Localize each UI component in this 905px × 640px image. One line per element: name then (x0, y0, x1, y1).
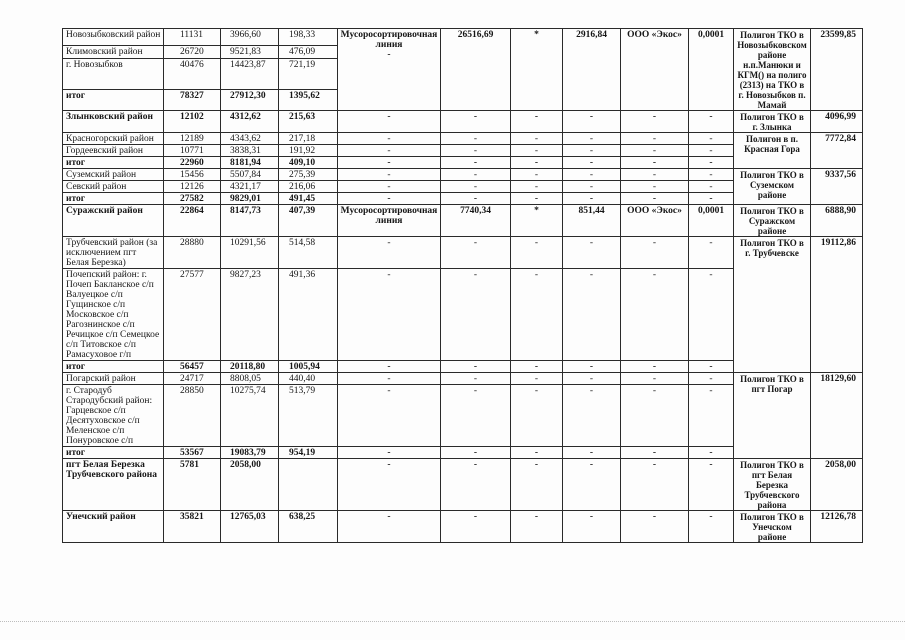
text-line: Полигон ТКО в (740, 30, 804, 40)
value-cell: 638,25 (279, 511, 338, 543)
text-line: Климовский район (66, 47, 143, 58)
value-cell: 1395,62 (279, 90, 338, 111)
landfill-cell (734, 169, 811, 205)
landfill-cell (734, 205, 811, 237)
processing-cell (511, 205, 563, 237)
processing-cell: - (621, 361, 689, 373)
value-cell: 12126 (164, 181, 221, 193)
district-name-cell (63, 385, 164, 447)
value-cell: 3966,60 (221, 29, 279, 46)
processing-cell: - (511, 169, 563, 181)
processing-cell: - (441, 511, 511, 543)
processing-cell: - (338, 459, 441, 511)
processing-cell: - (338, 193, 441, 205)
district-name-cell (63, 373, 164, 385)
district-name-cell (63, 169, 164, 181)
landfill-value-cell: 9337,56 (811, 169, 863, 205)
processing-cell: - (563, 169, 621, 181)
landfill-cell (734, 459, 811, 511)
processing-cell: - (689, 181, 734, 193)
text-line: Гарцевское с/п (66, 406, 126, 416)
landfill-cell (734, 237, 811, 373)
value-cell: 407,39 (279, 205, 338, 237)
landfill-value-cell: 23599,85 (811, 29, 863, 111)
text-line: районе (757, 190, 787, 200)
table-row (63, 237, 863, 269)
landfill-cell (734, 29, 811, 111)
value-cell: 20118,80 (221, 361, 279, 373)
text-line: Понуровское с/п (66, 436, 134, 446)
district-name-cell (63, 459, 164, 511)
processing-cell: - (441, 169, 511, 181)
text-line: Суземском (749, 180, 795, 190)
processing-cell: - (338, 181, 441, 193)
district-name-cell (63, 181, 164, 193)
processing-cell: - (621, 133, 689, 145)
value-cell: 53567 (164, 447, 221, 459)
value-cell: 8808,05 (221, 373, 279, 385)
value-cell: 78327 (164, 90, 221, 111)
processing-cell: - (689, 385, 734, 447)
text-line: г. Трубчевске (745, 248, 799, 258)
value-cell: 24717 (164, 373, 221, 385)
value-cell: 514,58 (279, 237, 338, 269)
processing-cell: - (511, 145, 563, 157)
processing-cell: - (621, 145, 689, 157)
text-line: Погарский район (66, 374, 136, 384)
processing-cell: - (689, 373, 734, 385)
text-line: района (757, 500, 787, 510)
value-cell: 3838,31 (221, 145, 279, 157)
processing-cell: - (441, 361, 511, 373)
text-line: Новозыбковском (737, 40, 807, 50)
text-line: пгт Белая Березка (66, 460, 145, 470)
processing-cell: - (511, 459, 563, 511)
text-line: Десятуховское с/п (66, 416, 140, 426)
value-cell: 11131 (164, 29, 221, 46)
processing-cell: - (621, 269, 689, 361)
text-line: 0,0001 (697, 30, 725, 40)
landfill-value-cell: 12126,78 (811, 511, 863, 543)
text-line: ООО «Экос» (627, 30, 682, 40)
value-cell: 19083,79 (221, 447, 279, 459)
text-line: Почеп Бакланское с/п (66, 280, 154, 290)
processing-cell: - (563, 385, 621, 447)
processing-cell (338, 205, 441, 237)
processing-cell: - (441, 111, 511, 133)
text-line: Полигон ТКО в (740, 460, 804, 470)
text-line: Суземский район (66, 170, 137, 180)
value-cell: 4321,17 (221, 181, 279, 193)
text-line: Полигон ТКО в (740, 374, 804, 384)
district-name-cell (63, 447, 164, 459)
processing-cell: - (621, 157, 689, 169)
text-line: итог (66, 362, 86, 372)
text-line: - (387, 50, 391, 60)
text-line: итог (66, 448, 86, 458)
value-cell: 4343,62 (221, 133, 279, 145)
processing-cell: - (563, 459, 621, 511)
text-line: г. Злынка (752, 122, 792, 132)
processing-cell: - (441, 459, 511, 511)
processing-cell: - (338, 145, 441, 157)
processing-cell (338, 29, 441, 111)
processing-cell: - (563, 269, 621, 361)
processing-cell: - (563, 361, 621, 373)
processing-cell (511, 29, 563, 111)
value-cell: 513,79 (279, 385, 338, 447)
processing-cell: - (563, 133, 621, 145)
text-line: Белая Березка) (66, 258, 126, 268)
processing-cell: - (511, 447, 563, 459)
processing-cell: - (511, 373, 563, 385)
processing-cell (563, 29, 621, 111)
processing-cell: - (621, 447, 689, 459)
value-cell: 28880 (164, 237, 221, 269)
district-name-cell (63, 29, 164, 46)
value-cell: 26720 (164, 46, 221, 58)
processing-cell (689, 29, 734, 111)
text-line: г. Новозыбков (66, 59, 123, 70)
text-line: КГМ() на полиго (737, 70, 807, 80)
processing-cell: - (441, 133, 511, 145)
processing-cell: - (621, 511, 689, 543)
processing-cell (689, 205, 734, 237)
value-cell: 5781 (164, 459, 221, 511)
text-line: Трубчевского района (66, 470, 157, 480)
value-cell: 191,92 (279, 145, 338, 157)
text-line: линия (375, 40, 403, 50)
text-line: Красная Гора (744, 144, 800, 154)
processing-cell: - (689, 447, 734, 459)
value-cell: 27582 (164, 193, 221, 205)
landfill-value-cell: 7772,84 (811, 133, 863, 169)
processing-cell: - (441, 447, 511, 459)
landfill-value-cell: 19112,86 (811, 237, 863, 373)
district-name-cell (63, 269, 164, 361)
value-cell: 9521,83 (221, 46, 279, 58)
processing-cell: - (338, 157, 441, 169)
value-cell: 15456 (164, 169, 221, 181)
text-line: Полигон ТКО в (740, 170, 804, 180)
landfill-value-cell: 2058,00 (811, 459, 863, 511)
text-line: Мамай (757, 100, 787, 110)
processing-cell: - (621, 237, 689, 269)
district-name-cell (63, 193, 164, 205)
processing-cell: - (511, 181, 563, 193)
text-line: пгт Погар (751, 384, 793, 394)
processing-cell: - (511, 237, 563, 269)
text-line: Красногорский район (66, 134, 154, 144)
text-line: 851,44 (578, 206, 605, 216)
district-name-cell (63, 133, 164, 145)
value-cell: 40476 (164, 58, 221, 90)
processing-cell: - (563, 373, 621, 385)
value-cell: 22960 (164, 157, 221, 169)
scan-artifact-line (0, 621, 905, 622)
text-line: Мусоросортировочная (340, 206, 438, 216)
processing-cell: - (511, 193, 563, 205)
processing-cell: - (621, 385, 689, 447)
processing-cell: - (338, 169, 441, 181)
processing-cell: - (621, 169, 689, 181)
processing-cell (621, 29, 689, 111)
table-row (63, 133, 863, 145)
value-cell: 35821 (164, 511, 221, 543)
processing-cell: - (511, 511, 563, 543)
text-line: Рамасуховое г/п (66, 350, 132, 360)
text-line: * (534, 206, 539, 216)
processing-cell: - (511, 361, 563, 373)
value-cell: 22864 (164, 205, 221, 237)
text-line: Московское с/п (66, 310, 129, 320)
processing-cell: - (563, 447, 621, 459)
processing-cell: - (441, 373, 511, 385)
value-cell: 56457 (164, 361, 221, 373)
text-line: Валуецкое с/п (66, 290, 123, 300)
processing-cell: - (689, 459, 734, 511)
text-line: 0,0001 (697, 206, 725, 216)
table-row (63, 373, 863, 385)
value-cell: 491,45 (279, 193, 338, 205)
text-line: Унечский район (66, 512, 136, 522)
processing-cell: - (441, 157, 511, 169)
value-cell: 409,10 (279, 157, 338, 169)
text-line: Полигон ТКО в (740, 112, 804, 122)
value-cell: 440,40 (279, 373, 338, 385)
processing-cell: - (689, 237, 734, 269)
processing-cell: - (441, 385, 511, 447)
district-name-cell (63, 145, 164, 157)
text-line: г. Стародуб (66, 386, 112, 396)
table-row (63, 29, 863, 46)
text-line: пгт Белая (751, 470, 793, 480)
text-line: Полигон ТКО в (740, 512, 804, 522)
processing-cell: - (563, 181, 621, 193)
processing-cell: - (563, 237, 621, 269)
value-cell: 12765,03 (221, 511, 279, 543)
processing-cell: - (338, 511, 441, 543)
text-line: Меленское с/п (66, 426, 125, 436)
processing-cell: - (511, 385, 563, 447)
processing-cell: - (621, 459, 689, 511)
value-cell: 10275,74 (221, 385, 279, 447)
processing-cell: - (511, 269, 563, 361)
district-name-cell (63, 46, 164, 58)
text-line: исключением пгт (66, 248, 137, 258)
processing-cell: - (338, 133, 441, 145)
district-name-cell (63, 90, 164, 111)
text-line: 26516,69 (457, 30, 494, 40)
text-line: Полигон ТКО в (740, 238, 804, 248)
district-name-cell (63, 111, 164, 133)
text-line: г. Новозыбков п. (738, 90, 806, 100)
value-cell: 8147,73 (221, 205, 279, 237)
processing-cell: - (621, 181, 689, 193)
processing-cell: - (441, 237, 511, 269)
value-cell: 27577 (164, 269, 221, 361)
text-line: Стародубский район: (66, 396, 153, 406)
processing-cell: - (689, 133, 734, 145)
text-line: Суражский район (66, 206, 143, 216)
value-cell: 721,19 (279, 58, 338, 90)
text-line: итог (66, 91, 86, 102)
processing-cell: - (689, 361, 734, 373)
text-line: Севский район (66, 182, 127, 192)
processing-cell (563, 205, 621, 237)
value-cell: 215,63 (279, 111, 338, 133)
processing-cell: - (338, 269, 441, 361)
processing-cell: - (621, 111, 689, 133)
district-name-cell (63, 157, 164, 169)
text-line: Новозыбковский район (66, 30, 161, 40)
text-line: Гущинское с/п (66, 300, 126, 310)
processing-cell: - (511, 133, 563, 145)
value-cell: 954,19 (279, 447, 338, 459)
processing-cell: - (563, 511, 621, 543)
processing-cell: - (441, 269, 511, 361)
processing-cell: - (338, 447, 441, 459)
value-cell: 27912,30 (221, 90, 279, 111)
value-cell (279, 459, 338, 511)
value-cell: 10771 (164, 145, 221, 157)
value-cell: 5507,84 (221, 169, 279, 181)
value-cell: 1005,94 (279, 361, 338, 373)
district-name-cell (63, 361, 164, 373)
text-line: Речицкое с/п Семецкое (66, 330, 160, 340)
value-cell: 10291,56 (221, 237, 279, 269)
value-cell: 9829,01 (221, 193, 279, 205)
text-line: районе (757, 532, 787, 542)
text-line: Гордеевский район (66, 146, 143, 156)
data-table (62, 28, 863, 543)
processing-cell: - (338, 361, 441, 373)
text-line: Злынковский район (66, 112, 153, 122)
text-line: (2313) на ТКО в (739, 80, 805, 90)
processing-cell (621, 205, 689, 237)
processing-cell: - (563, 193, 621, 205)
value-cell: 9827,23 (221, 269, 279, 361)
text-line: н.п.Манюки и (743, 60, 801, 70)
processing-cell: - (338, 111, 441, 133)
processing-cell: - (689, 111, 734, 133)
table-row (63, 511, 863, 543)
value-cell: 12189 (164, 133, 221, 145)
processing-cell: - (689, 193, 734, 205)
processing-cell (441, 205, 511, 237)
text-line: районе (757, 50, 787, 60)
text-line: Трубчевского (744, 490, 800, 500)
processing-cell: - (441, 193, 511, 205)
text-line: итог (66, 194, 86, 204)
processing-cell: - (441, 145, 511, 157)
landfill-value-cell: 18129,60 (811, 373, 863, 459)
district-name-cell (63, 205, 164, 237)
text-line: районе (757, 226, 787, 236)
value-cell: 14423,87 (221, 58, 279, 90)
landfill-cell (734, 511, 811, 543)
table-body (63, 29, 863, 543)
table-row (63, 459, 863, 511)
processing-cell: - (511, 111, 563, 133)
text-line: с/п Титовское с/п (66, 340, 136, 350)
district-name-cell (63, 511, 164, 543)
processing-cell: - (689, 157, 734, 169)
processing-cell: - (563, 145, 621, 157)
value-cell: 275,39 (279, 169, 338, 181)
value-cell: 217,18 (279, 133, 338, 145)
text-line: Унечском (752, 522, 792, 532)
text-line: Полигон в п. (746, 134, 798, 144)
value-cell: 476,09 (279, 46, 338, 58)
processing-cell: - (338, 237, 441, 269)
district-name-cell (63, 237, 164, 269)
landfill-value-cell: 6888,90 (811, 205, 863, 237)
value-cell: 28850 (164, 385, 221, 447)
text-line: Рагознинское с/п (66, 320, 135, 330)
processing-cell: - (621, 193, 689, 205)
text-line: ООО «Экос» (627, 206, 682, 216)
text-line: 7740,34 (460, 206, 491, 216)
text-line: линия (375, 216, 403, 226)
text-line: Мусоросортировочная (340, 30, 438, 40)
table-row (63, 169, 863, 181)
text-line: Суражском (748, 216, 796, 226)
processing-cell: - (441, 181, 511, 193)
table-row (63, 205, 863, 237)
landfill-cell (734, 373, 811, 459)
value-cell: 12102 (164, 111, 221, 133)
processing-cell: - (338, 385, 441, 447)
landfill-cell (734, 133, 811, 169)
value-cell: 198,33 (279, 29, 338, 46)
text-line: * (534, 30, 539, 40)
value-cell: 491,36 (279, 269, 338, 361)
processing-cell: - (689, 269, 734, 361)
landfill-cell (734, 111, 811, 133)
value-cell: 2058,00 (221, 459, 279, 511)
text-line: Березка (755, 480, 789, 490)
processing-cell: - (689, 169, 734, 181)
value-cell: 216,06 (279, 181, 338, 193)
processing-cell: - (689, 511, 734, 543)
processing-cell: - (689, 145, 734, 157)
value-cell: 8181,94 (221, 157, 279, 169)
text-line: Почепский район: г. (66, 270, 147, 280)
value-cell: 4312,62 (221, 111, 279, 133)
landfill-value-cell: 4096,99 (811, 111, 863, 133)
processing-cell: - (511, 157, 563, 169)
processing-cell (441, 29, 511, 111)
processing-cell: - (338, 373, 441, 385)
district-name-cell (63, 58, 164, 90)
text-line: итог (66, 158, 86, 168)
text-line: Полигон ТКО в (740, 206, 804, 216)
text-line: Трубчевский район (за (66, 238, 158, 248)
processing-cell: - (563, 111, 621, 133)
table-row (63, 111, 863, 133)
processing-cell: - (563, 157, 621, 169)
text-line: 2916,84 (576, 30, 607, 40)
processing-cell: - (621, 373, 689, 385)
